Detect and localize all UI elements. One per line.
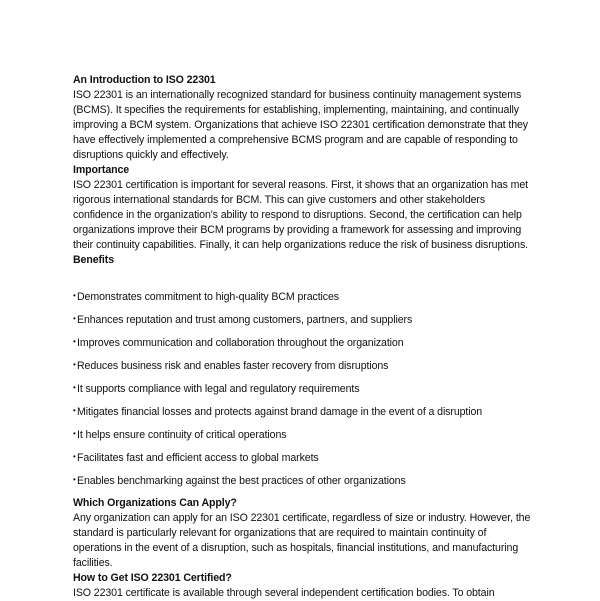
document-page xyxy=(73,73,533,601)
section-body-introduction: ISO 22301 is an internationally recognized standard for business continuity management systems (BCMS). It specifies the requirements for establishing, implementing, maintaining, and continually improving a BCM system. Organizations that achieve ISO 22301 certification demonstrate that they have effectively implemented a comprehensive BCMS program and are capable of responding to disruptions quickly and effectively. xyxy=(73,89,528,161)
list-item: • Mitigates financial losses and protects against brand damage in the event of a disruption xyxy=(73,405,533,428)
bullet-icon: • xyxy=(73,475,76,484)
list-item: • Improves communication and collaboration throughout the organization xyxy=(73,336,533,359)
list-item: • Reduces business risk and enables faster recovery from disruptions xyxy=(73,359,533,382)
section-heading-which-organizations: Which Organizations Can Apply? xyxy=(73,497,237,509)
list-item: • Enables benchmarking against the best practices of other organizations xyxy=(73,474,533,497)
list-item: • It supports compliance with legal and regulatory requirements xyxy=(73,382,533,405)
list-item: • Facilitates fast and efficient access to global markets xyxy=(73,451,533,474)
section-heading-introduction: An Introduction to ISO 22301 xyxy=(73,74,216,86)
list-item: • It helps ensure continuity of critical operations xyxy=(73,428,533,451)
list-item: • Demonstrates commitment to high-quality BCM practices xyxy=(73,290,533,313)
bullet-icon: • xyxy=(73,314,76,323)
section-body-which-organizations: Any organization can apply for an ISO 22301 certificate, regardless of size or industry. However, the standard is particularly relevant for organizations that are required to maintain continuity of operations in the event of a disruption, such as hospitals, financial institutions, and manufacturing facilities. xyxy=(73,512,531,569)
bullet-icon: • xyxy=(73,360,76,369)
spacer xyxy=(73,268,533,290)
bullet-icon: • xyxy=(73,337,76,346)
list-item: • Enhances reputation and trust among customers, partners, and suppliers xyxy=(73,313,533,336)
section-heading-benefits: Benefits xyxy=(73,254,114,266)
bullet-icon: • xyxy=(73,406,76,415)
bullet-icon: • xyxy=(73,291,76,300)
section-body-importance: ISO 22301 certification is important for several reasons. First, it shows that an organization has met rigorous international standards for BCM. This can give customers and other stakeholders confidence in the organization's ability to respond to disruptions. Second, the certification can help organizations improve their BCM programs by providing a framework for assessing and improving their continuity capabilities. Finally, it can help organizations reduce the risk of business disruptions. xyxy=(73,179,528,251)
section-body-how-to-certify: ISO 22301 certificate is available through several independent certification bodies. To obtain xyxy=(73,587,495,599)
bullet-icon: • xyxy=(73,452,76,461)
section-heading-importance: Importance xyxy=(73,164,130,176)
bullet-icon: • xyxy=(73,383,76,392)
benefits-list xyxy=(73,290,533,497)
bullet-icon: • xyxy=(73,429,76,438)
section-heading-how-to-certify: How to Get ISO 22301 Certified? xyxy=(73,572,232,584)
